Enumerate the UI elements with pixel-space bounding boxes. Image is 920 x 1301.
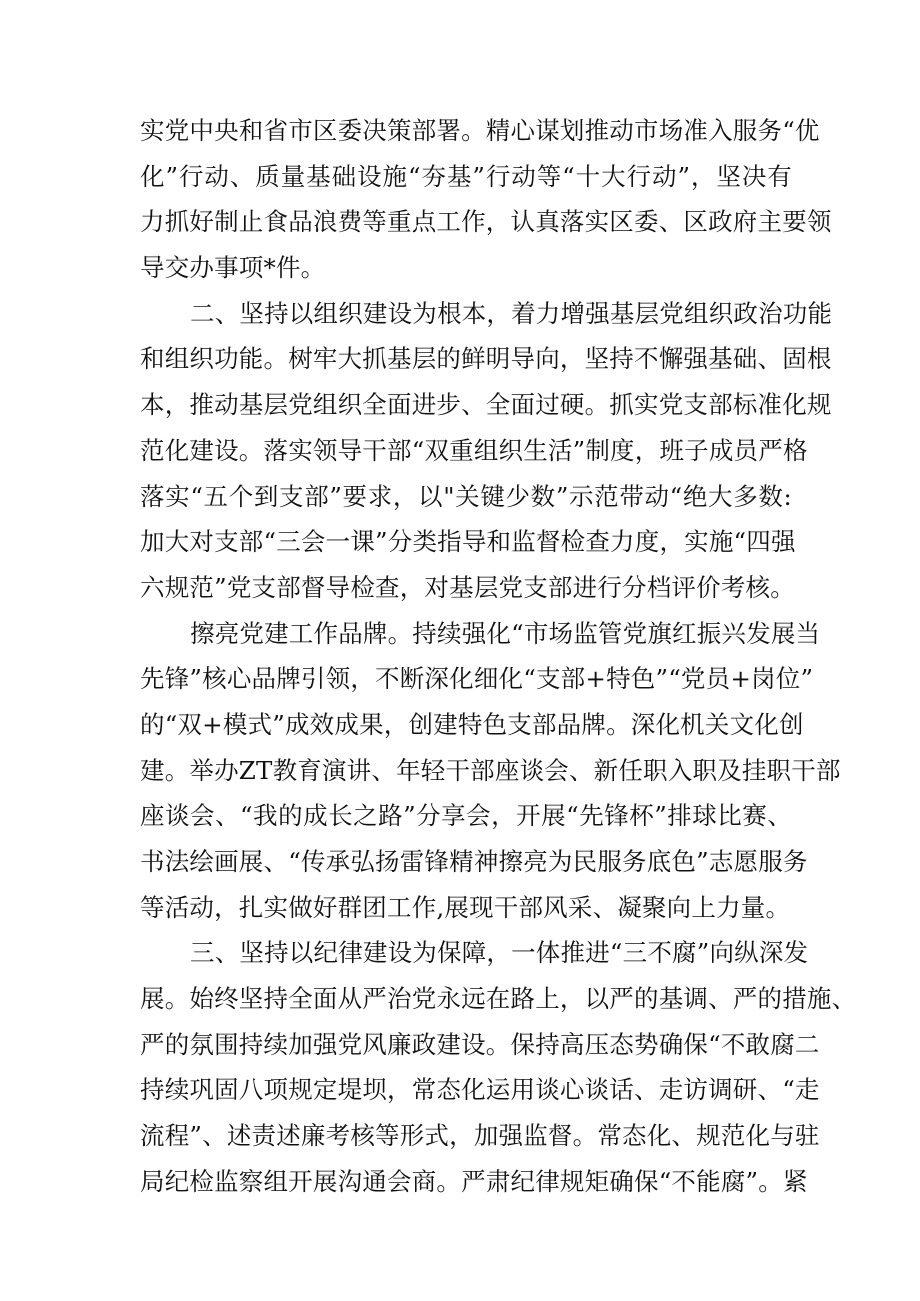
text-line: 本，推动基层党组织全面进步、全面过硬。抓实党支部标准化规 [140, 390, 832, 420]
text-line: 二、坚持以组织建设为根本，着力增强基层党组织政治功能 [190, 298, 833, 328]
text-line: 三、坚持以纪律建设为保障，一体推进“三不腐”向纵深发 [190, 938, 809, 968]
text-line: 导交办事项*件。 [140, 253, 326, 283]
text-line: 落实“五个到支部”要求，以"关键少数”示范带动“绝大多数: [140, 481, 792, 511]
text-line: 范化建设。落实领导干部“双重组织生活”制度，班子成员严格 [140, 435, 808, 465]
document-body [140, 108, 857, 1205]
text-line: 建。举办ZT教育演讲、年轻干部座谈会、新任职入职及挂职干部 [140, 755, 841, 785]
text-line: 擦亮党建工作品牌。持续强化“市场监管党旗红振兴发展当 [190, 618, 821, 648]
text-line: 和组织功能。树牢大抓基层的鲜明导向，坚持不懈强基础、固根 [140, 344, 832, 374]
text-line: 力抓好制止食品浪费等重点工作，认真落实区委、区政府主要领 [140, 207, 832, 237]
text-line: 局纪检监察组开展沟通会商。严肃纪律规矩确保“不能腐”。紧 [140, 1166, 808, 1196]
text-line: 化”行动、质量基础设施“夯基”行动等“十大行动”，坚决有 [140, 161, 792, 191]
text-line: 书法绘画展、“传承弘扬雷锋精神擦亮为民服务底色”志愿服务 [140, 847, 808, 876]
text-line: 加大对支部“三会一课”分类指导和监督检查力度，实施“四强 [140, 527, 796, 557]
text-line: 展。始终坚持全面从严治党永远在路上，以严的基调、严的措施、 [140, 984, 857, 1014]
text-line: 先锋”核心品牌引领，不断深化细化“支部+特色”“党员+岗位” [140, 664, 814, 694]
text-line: 流程”、述责述廉考核等形式，加强监督。常态化、规范化与驻 [140, 1121, 820, 1151]
text-line: 严的氛围持续加强党风廉政建设。保持高压态势确保“不敢腐二 [140, 1029, 820, 1059]
text-line: 六规范”党支部督导检查，对基层党支部进行分档评价考核。 [140, 572, 795, 602]
text-line: 持续巩固八项规定堤坝，常态化运用谈心谈话、走访调研、“走 [140, 1075, 820, 1105]
text-line: 的“双+模式”成效成果，创建特色支部品牌。深化机关文化创 [140, 709, 804, 739]
text-line: 等活动，扎实做好群团工作,展现干部风采、凝聚向上力量。 [140, 892, 791, 922]
text-line: 实党中央和省市区委决策部署。精心谋划推动市场准入服务“优 [140, 116, 820, 145]
text-line: 座谈会、“我的成长之路”分享会，开展“先锋杯”排球比赛、 [140, 801, 792, 831]
